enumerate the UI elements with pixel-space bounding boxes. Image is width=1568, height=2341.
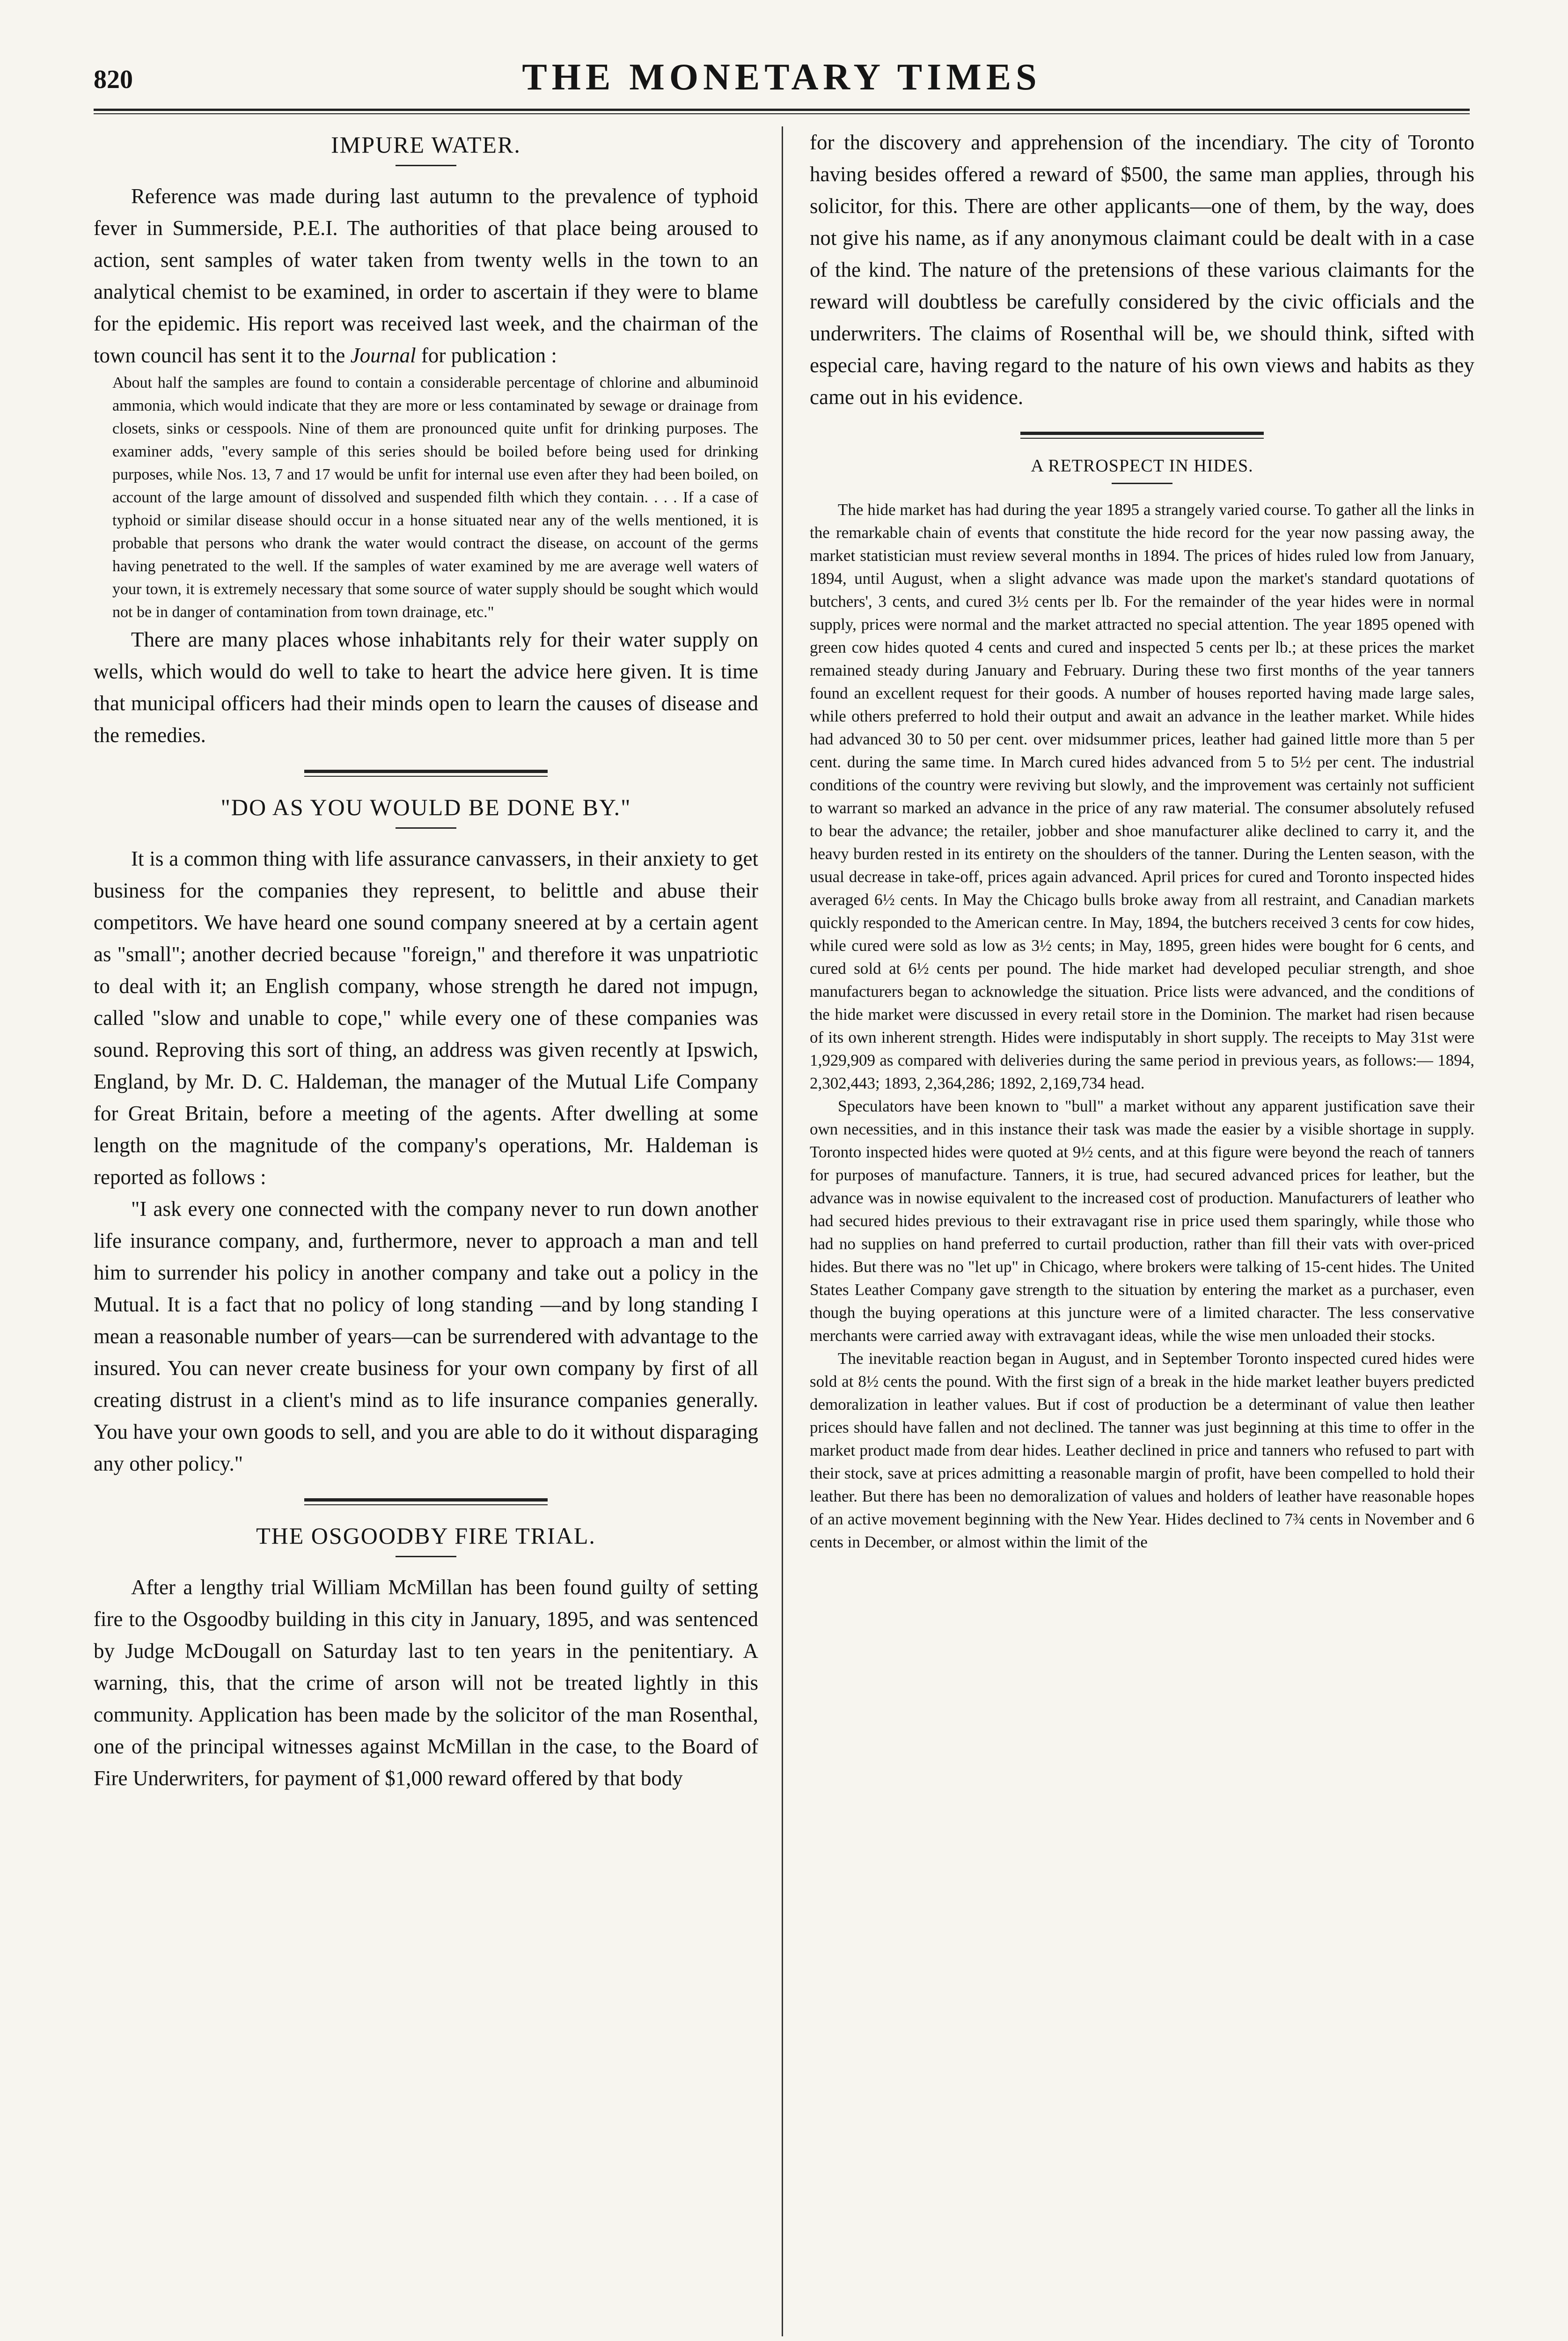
article-paragraph-continued: for the discovery and apprehension of the incendiary. The city of Toronto having besides offered a reward of $500, the same man applies, through his solicitor, for this. There are other applicants—one of them, by the way, does not give his name, as if any anonymous claimant could be dealt with in a case of the kind. The nature of the pretensions of these various claimants for the reward will doubtless be carefully considered by the civic officials and the underwriters. The claims of Rosenthal will be, we should think, sifted with especial care, having regard to the nature of his own views and habits as they came out in his evidence. <box>810 131 1474 409</box>
report-quote: About half the samples are found to contain a considerable percentage of chlorine and albuminoid ammonia, which would indicate that they are more or less contaminated by sewage or drainage from closets, sinks or cesspools. Nine of them are pronounced quite unfit for drinking purposes. The examiner adds, "every sample of this series should be boiled before being used for drinking purposes, while Nos. 13, 7 and 17 would be unfit for internal use even after they had been boiled, on account of the large amount of dissolved and suspended filth which they contain. . . . If a case of typhoid or similar disease should occur in a honse situated near any of the wells mentioned, it is probable that persons who drank the water would contract the disease, on account of the germs having penetrated to the well. If the samples of water examined by me are average well waters of your town, it is extremely necessary that some source of water supply should be sought which would not be in danger of contamination from town drainage, etc." <box>112 374 758 621</box>
article-heading: IMPURE WATER. <box>331 132 521 158</box>
article-impure-water <box>94 131 758 751</box>
article-paragraph: There are many places whose inhabitants rely for their water supply on wells, which would do well to take to heart the advice here given. It is time that municipal officers had their minds open to learn the causes of disease and the remedies. <box>94 628 758 747</box>
left-column <box>94 126 758 2336</box>
article-paragraph: The hide market has had during the year 1895 a strangely varied course. To gather all the links in the remarkable chain of events that constitute the hide record for the year now passing away, the market statistician must review several months in 1894. The prices of hides ruled low from January, 1894, until August, when a slight advance was made upon the market's standard quotations of butchers', 3 cents, and cured 3½ cents per lb. For the remainder of the year hides were in normal supply, prices were normal and the market attracted no special attention. The year 1895 opened with green cow hides quoted 4 cents and cured and inspected 5 cents per lb.; at these prices the market remained steady during January and February. During these two first months of the year tanners found an excellent request for their goods. A number of houses reported having made large sales, while others preferred to hold their output and await an advance in the leather market. While hides had advanced 30 to 50 per cent. over midsummer prices, leather had gained little more than 5 per cent. during the same time. In March cured hides advanced from 5 to 5½ per cent. The industrial conditions of the country were reviving but slowly, and the improvement was certainly not sufficient to warrant so marked an advance in the price of any raw material. The consumer absolutely refused to bear the advance; the retailer, jobber and shoe manufacturer alike declined to carry it, and the heavy burden rested in its entirety on the shoulders of the tanner. During the Lenten season, with the usual decrease in take-off, prices again advanced. April prices for cured and Toronto inspected hides averaged 6½ cents. In May the Chicago bulls broke away from all restraint, and Canadian markets quickly responded to the American centre. In May, 1894, the butchers received 3 cents for cow hides, while cured were sold as low as 3½ cents; in May, 1895, green hides were bought for 6 cents, and cured sold at 6½ cents per pound. The hide market had developed peculiar strength, and shoe manufacturers began to acknowledge the situation. Price lists were advanced, and the conditions of the hide market were discussed in every retail store in the Dominion. The market had risen because of its own inherent strength. Hides were indisputably in short supply. The receipts to May 31st were 1,929,909 as compared with deliveries during the same period in previous years, as follows:— 1894, 2,302,443; 1893, 2,364,286; 1892, 2,169,734 head. <box>810 501 1474 1092</box>
article-do-as-you <box>94 794 758 1480</box>
heading-rule <box>396 827 456 829</box>
right-column <box>810 126 1474 2336</box>
newspaper-page <box>94 56 1474 2336</box>
publication-title: THE MONETARY TIMES <box>522 57 1041 98</box>
article-heading: THE OSGOODBY FIRE TRIAL. <box>256 1523 596 1549</box>
article-paragraph: It is a common thing with life assurance canvassers, in their anxiety to get business for the companies they represent, to belittle and abuse their competitors. We have heard one sound company sneered at by a certain agent as "small"; another decried because "foreign," and therefore it was unpatriotic to deal with it; an English company, whose strength he dared not impugn, called "slow and unable to cope," while every one of these companies was sound. Reproving this sort of thing, an address was given recently at Ipswich, England, by Mr. D. C. Haldeman, the manager of the Mutual Life Company for Great Britain, before a meeting of the agents. After dwelling at some length on the magnitude of the company's operations, Mr. Haldeman is reported as follows : <box>94 847 758 1189</box>
journal-name: Journal <box>350 344 416 367</box>
article-heading: A RETROSPECT IN HIDES. <box>1031 456 1253 476</box>
masthead-rule <box>94 109 1470 111</box>
section-separator <box>304 1498 548 1505</box>
article-heading: "DO AS YOU WOULD BE DONE BY." <box>220 794 631 820</box>
section-separator <box>1020 432 1264 439</box>
article-hides <box>810 456 1474 1553</box>
heading-rule <box>1112 483 1172 484</box>
article-osgoodby <box>94 1522 758 1794</box>
columns <box>94 126 1474 2336</box>
article-paragraph: Reference was made during last autumn to the prevalence of typhoid fever in Summerside, P.E.I. The authorities of that place being aroused to action, sent samples of water taken from twenty wells in the town to an analytical chemist to be examined, in order to ascertain if they were to blame for the epidemic. His report was received last week, and the chairman of the town council has sent it to the Journal for publication : <box>94 184 758 367</box>
article-paragraph: "I ask every one connected with the company never to run down another life insurance company, and, furthermore, never to approach a man and tell him to surrender his policy in another company and take out a policy in the Mutual. It is a fact that no policy of long standing —and by long standing I mean a reasonable number of years—can be surrendered with advantage to the insured. You can never create business for your own company by first of all creating distrust in a client's mind as to life insurance companies generally. You have your own goods to sell, and you are able to do it without disparaging any other policy." <box>94 1197 758 1475</box>
heading-rule <box>396 1556 456 1557</box>
section-separator <box>304 770 548 777</box>
masthead-rule-thin <box>94 113 1470 114</box>
masthead <box>94 56 1470 110</box>
heading-rule <box>396 165 456 166</box>
column-divider <box>782 126 783 2336</box>
article-paragraph: Speculators have been known to "bull" a market without any apparent justification save their own necessities, and in this instance their task was made the easier by a visible shortage in supply. Toronto inspected hides were quoted at 9½ cents, and at this figure were beyond the reach of tanners for purposes of manufacture. Tanners, it is true, had secured advanced prices for leather, but the advance was in nowise equivalent to the increased cost of production. Manufacturers of leather who had secured hides previous to their extravagant rise in price used them sparingly, while those who had no supplies on hand preferred to curtail production, rather than fill their vats with over-priced hides. But there was no "let up" in Chicago, where brokers were talking of 15-cent hides. The United States Leather Company gave strength to the situation by entering the market as a purchaser, even though the buying operations at this juncture were of a limited character. The less conservative merchants were carried away with extravagant ideas, while the wise men unloaded their stocks. <box>810 1097 1474 1345</box>
page-number: 820 <box>94 65 133 94</box>
article-paragraph: After a lengthy trial William McMillan has been found guilty of setting fire to the Osgoodby building in this city in January, 1895, and was sentenced by Judge McDougall on Saturday last to ten years in the penitentiary. A warning, this, that the crime of arson will not be treated lightly in this community. Application has been made by the solicitor of the man Rosenthal, one of the principal witnesses against McMillan in the case, to the Board of Fire Underwriters, for payment of $1,000 reward offered by that body <box>94 1575 758 1790</box>
article-paragraph: The inevitable reaction began in August, and in September Toronto inspected cured hides were sold at 8½ cents the pound. With the first sign of a break in the hide market leather buyers predicted demoralization in leather values. But if cost of production be a determinant of value then leather prices should have fallen and not declined. The tanner was just beginning at this time to offer in the market product made from dear hides. Leather declined in price and tanners who refused to part with their stock, save at prices admitting a reasonable margin of profit, have been compelled to hold their leather. But there has been no demoralization of values and holders of leather have reasonable hopes of an active movement beginning with the New Year. Hides declined to 7¾ cents in November and 6 cents in December, or almost within the limit of the <box>810 1349 1474 1551</box>
